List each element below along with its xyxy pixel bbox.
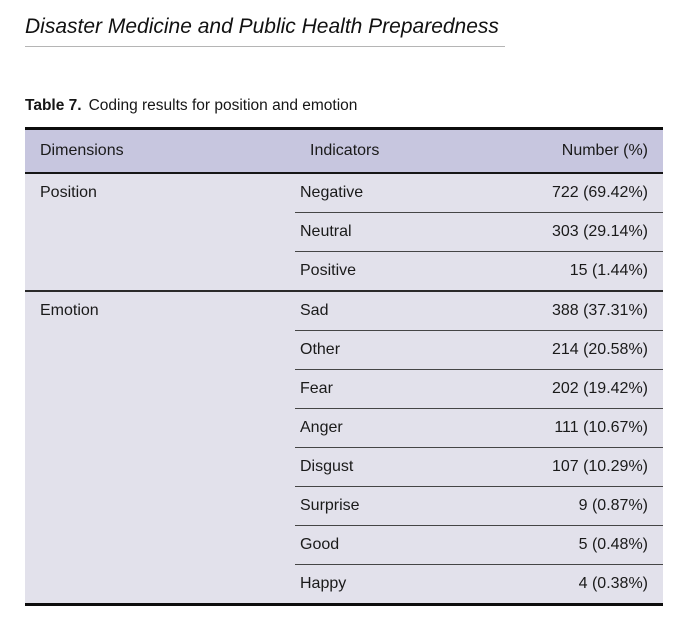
table-body: [25, 173, 663, 605]
dimension-cell-emotion: Emotion: [25, 291, 295, 605]
indicator-cell: Anger: [295, 409, 495, 448]
indicator-cell: Good: [295, 526, 495, 565]
indicator-cell: Positive: [295, 252, 495, 292]
journal-title: Disaster Medicine and Public Health Preparedness: [25, 14, 505, 47]
table-caption-text: Coding results for position and emotion: [88, 97, 358, 115]
table-header: [25, 129, 663, 174]
dimension-cell-position: Position: [40, 184, 97, 202]
header-cell-indicators: Indicators: [310, 142, 380, 160]
number-cell: 214 (20.58%): [495, 331, 663, 370]
number-cell: 722 (69.42%): [551, 184, 648, 202]
header-cell-dimensions: Dimensions: [40, 142, 124, 160]
number-cell: 111 (10.67%): [495, 409, 663, 448]
table-row: [25, 173, 663, 213]
indicator-cell: Negative: [300, 184, 364, 202]
number-cell: 202 (19.42%): [495, 370, 663, 409]
table-caption: [25, 97, 663, 115]
indicator-cell: Sad: [295, 291, 495, 331]
indicator-cell: Neutral: [295, 213, 495, 252]
header-row: [25, 129, 663, 174]
number-cell: 9 (0.87%): [495, 487, 663, 526]
indicator-cell: Other: [295, 331, 495, 370]
coding-results-table: [25, 127, 663, 606]
number-cell: 5 (0.48%): [495, 526, 663, 565]
table-caption-label: Table 7.: [25, 97, 82, 115]
header-cell-number: Number (%): [561, 142, 648, 160]
indicator-cell: Fear: [295, 370, 495, 409]
indicator-cell: Surprise: [295, 487, 495, 526]
indicator-cell: Disgust: [295, 448, 495, 487]
number-cell: 388 (37.31%): [495, 291, 663, 331]
indicator-cell: Happy: [295, 565, 495, 605]
number-cell: 15 (1.44%): [495, 252, 663, 292]
number-cell: 107 (10.29%): [495, 448, 663, 487]
number-cell: 303 (29.14%): [495, 213, 663, 252]
table-row: [25, 291, 663, 331]
number-cell: 4 (0.38%): [495, 565, 663, 605]
